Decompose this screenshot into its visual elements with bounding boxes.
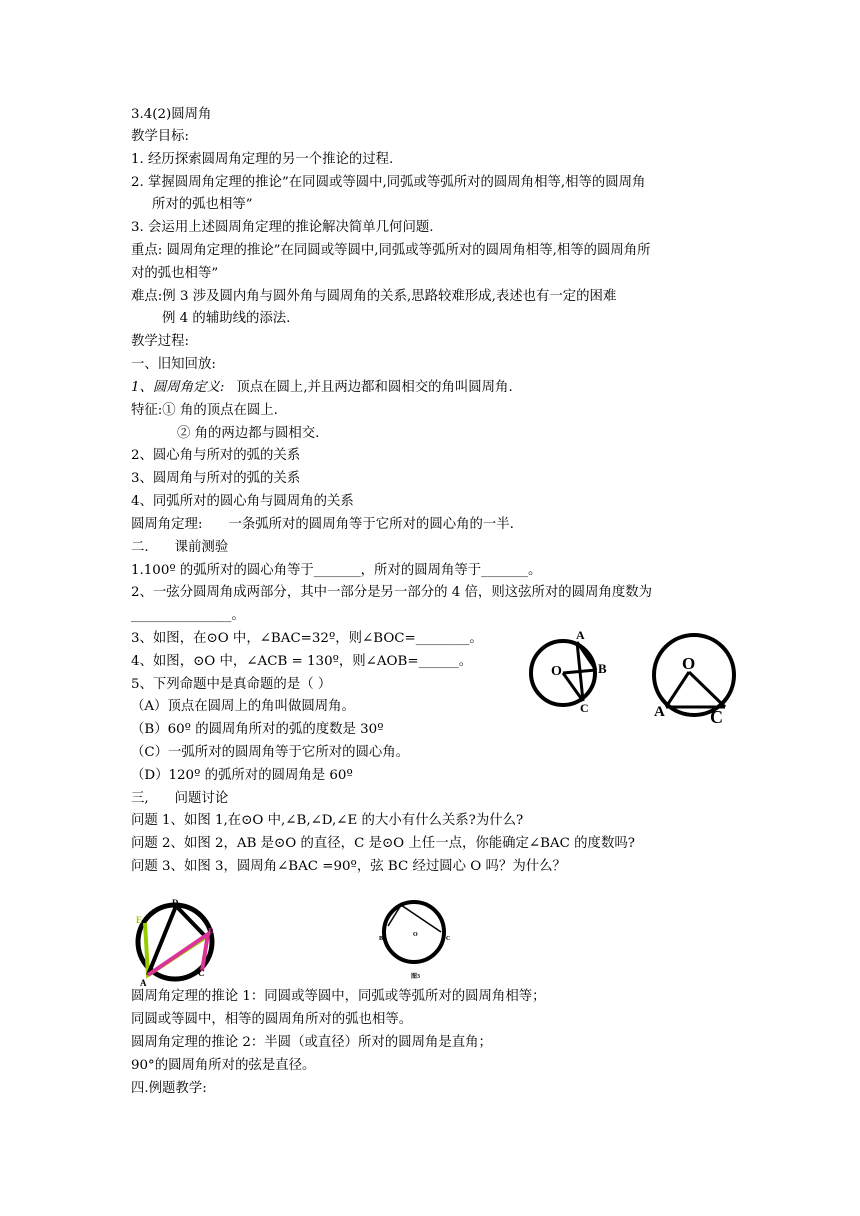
label-c: C <box>446 936 451 942</box>
corollary-1: 圆周角定理的推论 1：同圆或等圆中，同弧或等弧所对的圆周角相等； <box>131 989 546 1004</box>
key-point-cont: 对的弧也相等” <box>131 266 219 281</box>
option-c: （C）一弧所对的圆周角等于它所对的圆心角。 <box>131 745 410 760</box>
quiz-2: 2、一弦分圆周角成两部分，其中一部分是另一部分的 4 倍，则这弦所对的圆周角度数为 <box>131 585 653 600</box>
section-3-heading <box>131 790 228 808</box>
section-1-heading: 一、旧知回放: <box>131 357 216 372</box>
label-d: D <box>172 898 179 908</box>
angle-e-green <box>145 923 206 975</box>
goals-heading: 教学目标: <box>131 129 190 144</box>
section-2-number: 二. <box>131 540 149 555</box>
label-a: A <box>654 704 665 720</box>
label-c: C <box>710 707 723 727</box>
label-b: B <box>598 661 607 676</box>
quiz-4: 4、如图，⊙O 中，∠ACB = 130º，则∠AOB=______。 <box>131 654 473 669</box>
review-3: 3、圆周角与所对的弧的关系 <box>131 471 301 486</box>
figure-1 <box>128 898 228 986</box>
quiz-5: 5、下列命题中是真命题的是（ ） <box>131 677 332 692</box>
option-a: （A）顶点在圆周上的角叫做圆周角。 <box>131 699 355 714</box>
process-heading: 教学过程: <box>131 334 190 349</box>
section-2-title: 课前测验 <box>174 540 229 555</box>
goal-2: 2. 掌握圆周角定理的推论”在同圆或等圆中,同弧或等弧所对的圆周角相等,相等的圆周角 <box>131 175 646 190</box>
feature-1: 特征:① 角的顶点在圆上. <box>131 403 278 418</box>
problem-1: 问题 1、如图 1,在⊙O 中,∠B,∠D,∠E 的大小有什么关系?为什么? <box>131 813 524 828</box>
review-2: 2、圆心角与所对的弧的关系 <box>131 448 301 463</box>
theorem-text: 一条弧所对的圆周角等于它所对的圆心角的一半. <box>228 517 514 532</box>
option-d: （D）120º 的弧所对的圆周角是 60º <box>131 768 353 783</box>
section-3-title: 问题讨论 <box>174 791 229 806</box>
corollary-2: 圆周角定理的推论 2：半圆（或直径）所对的圆周角是直角； <box>131 1035 492 1050</box>
label-c: C <box>198 968 205 978</box>
figure-quiz-3 <box>528 628 608 718</box>
definition-line <box>131 379 513 397</box>
label-f: F <box>208 927 214 937</box>
goal-1: 1. 经历探索圆周角定理的另一个推论的过程. <box>131 152 394 167</box>
radius-ob <box>563 670 596 673</box>
label-o: O <box>682 654 696 673</box>
figure-3 <box>376 896 460 982</box>
radius-oc <box>689 672 725 707</box>
label-c: C <box>580 701 589 715</box>
key-point: 重点: 圆周角定理的推论”在同圆或等圆中,同弧或等弧所对的圆周角相等,相等的圆周角所 <box>131 243 651 258</box>
problem-2: 问题 2、如图 2，AB 是⊙O 的直径，C 是⊙O 上任一点，你能确定∠BAC 的度数吗? <box>131 836 635 851</box>
label-a: A <box>140 978 147 988</box>
corollary-1-cont: 同圆或等圆中，相等的圆周角所对的弧也相等。 <box>131 1012 413 1027</box>
goal-3: 3. 会运用上述圆周角定理的推论解决简单几何问题. <box>131 220 434 235</box>
label-o: O <box>413 932 418 938</box>
feature-2: ② 角的两边都与圆相交. <box>177 426 320 441</box>
quiz-1: 1.100º 的弧所对的圆心角等于_______，所对的圆周角等于_______。 <box>131 563 542 578</box>
section-3-number: 三, <box>131 791 149 806</box>
figure-caption: 图3 <box>411 974 421 980</box>
review-4: 4、同弧所对的圆心角与圆周角的关系 <box>131 494 354 509</box>
option-b: （B）60º 的圆周角所对的弧的度数是 30º <box>131 722 384 737</box>
definition-label: 1、圆周角定义: <box>131 380 225 395</box>
figure-quiz-4 <box>646 630 746 725</box>
theorem-label: 圆周角定理: <box>131 517 203 532</box>
quiz-2-blank: _______________。 <box>131 608 245 623</box>
label-e: E <box>136 915 143 925</box>
label-o: O <box>551 664 562 679</box>
goal-2-cont: 所对的弧也相等” <box>152 197 253 212</box>
lesson-title: 3.4(2)圆周角 <box>131 107 212 122</box>
difficulty-cont: 例 4 的辅助线的添法. <box>162 311 291 326</box>
theorem-line <box>131 516 514 534</box>
corollary-2-cont: 90°的圆周角所对的弦是直径。 <box>131 1058 316 1073</box>
radius-oa <box>666 672 689 707</box>
difficulty: 难点:例 3 涉及圆内角与圆外角与圆周角的关系,思路较难形成,表述也有一定的困难 <box>131 289 617 304</box>
problem-3: 问题 3、如图 3，圆周角∠BAC =90º，弦 BC 经过圆心 O 吗？为什么？ <box>131 859 566 874</box>
section-4-heading: 四.例题教学: <box>131 1081 207 1096</box>
label-a: A <box>576 628 585 642</box>
label-b: B <box>379 936 384 942</box>
quiz-3: 3、如图，在⊙O 中，∠BAC=32º，则∠BOC=________。 <box>131 631 483 646</box>
section-2-heading <box>131 539 228 557</box>
definition-text: 顶点在圆上,并且两边都和圆相交的角叫圆周角. <box>236 380 513 395</box>
